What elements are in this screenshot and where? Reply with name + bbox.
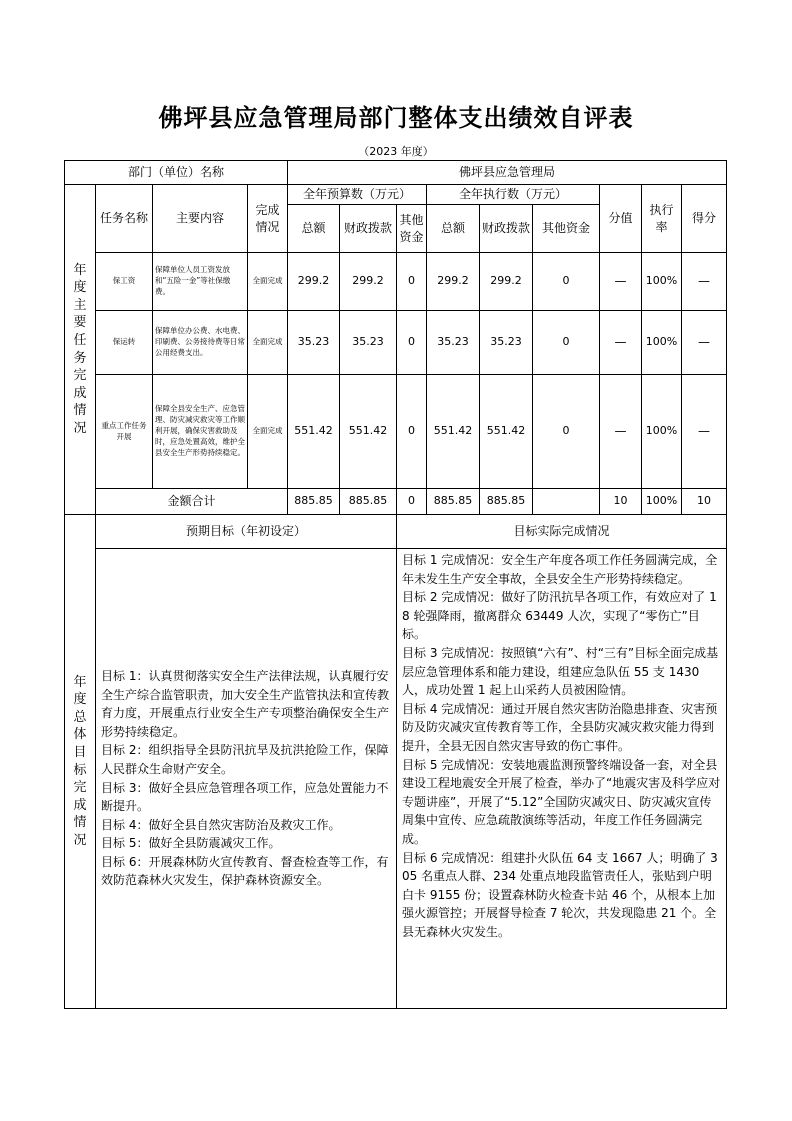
sum-row: [65, 489, 727, 515]
side-char: 任: [73, 332, 87, 348]
col-score: 得分: [682, 185, 727, 253]
result-item: 目标 1 完成情况：安全生产年度各项工作任务圆满完成，全年未发生生产安全事故，全县安全生产形势持续稳定。: [402, 553, 718, 586]
score: —: [682, 311, 727, 375]
score-value: —: [600, 311, 642, 375]
sum-budget-fiscal: 885.85: [340, 489, 397, 515]
side-char: 年: [73, 674, 87, 690]
side-char: 况: [73, 832, 87, 848]
side-char: 完: [73, 368, 87, 384]
col-exec-total: 总额: [427, 205, 480, 253]
result-item: 目标 5 完成情况：安装地震监测预警终端设备一套，对全县建设工程地震安全开展了检查，举办了“地震灾害及科学应对专题讲座”，开展了“5.12”全国防灾减灾日、防灾减灾宣传周集中宣传、应急疏散演练等活动，年度工作任务圆满完成。: [402, 757, 721, 846]
score: —: [682, 375, 727, 489]
budget-other: 0: [397, 375, 427, 489]
side-char: 情: [73, 815, 87, 831]
side-char: 体: [73, 727, 87, 743]
goal-item: 目标 6：开展森林防火宣传教育、督查检查等工作，有效防范森林火灾发生，保护森林资源安全。: [101, 854, 389, 888]
col-executed: 全年执行数（万元）: [427, 185, 600, 205]
side-char: 情: [73, 403, 87, 419]
side-label-goals: [65, 515, 96, 1009]
budget-fiscal: 299.2: [340, 253, 397, 311]
budget-other: 0: [397, 253, 427, 311]
sum-budget-other: 0: [397, 489, 427, 515]
table-row: [65, 375, 727, 489]
table-row: [65, 311, 727, 375]
exec-fiscal: 551.42: [480, 375, 533, 489]
task-status: 全面完成: [248, 311, 288, 375]
col-task-name: 任务名称: [96, 185, 153, 253]
score-value: —: [600, 375, 642, 489]
score-value: —: [600, 253, 642, 311]
exec-rate: 100%: [642, 375, 682, 489]
goal-item: 目标 5：做好全县防震减灾工作。: [101, 836, 281, 851]
sum-exec-rate: 100%: [642, 489, 682, 515]
col-budget: 全年预算数（万元）: [288, 185, 427, 205]
sum-exec-total: 885.85: [427, 489, 480, 515]
col-budget-fiscal: 财政拨款: [340, 205, 397, 253]
exec-rate: 100%: [642, 253, 682, 311]
sum-score-value: 10: [600, 489, 642, 515]
side-char: 总: [73, 709, 87, 725]
exec-fiscal: 35.23: [480, 311, 533, 375]
task-status: 全面完成: [248, 253, 288, 311]
budget-total: 299.2: [288, 253, 340, 311]
result-item: 目标 4 完成情况：通过开展自然灾害防治隐患排查、灾害预防及防灾减灾宣传教育等工作，全县防灾减灾救灾能力得到提升，全县无因自然灾害导致的伤亡事件。: [402, 701, 718, 753]
goal-item: 目标 3：做好全县应急管理各项工作，应急处置能力不断提升。: [101, 780, 389, 814]
goals-header: 预期目标（年初设定）: [96, 515, 397, 549]
task-name: 保工资: [96, 253, 153, 311]
side-char: 要: [73, 315, 87, 331]
exec-total: 551.42: [427, 375, 480, 489]
exec-fiscal: 299.2: [480, 253, 533, 311]
side-char: 度: [73, 280, 87, 296]
col-exec-rate: 执行率: [642, 185, 682, 253]
sum-label: 金额合计: [96, 489, 288, 515]
side-char: 主: [73, 297, 87, 313]
dept-value: 佛坪县应急管理局: [288, 161, 727, 185]
budget-fiscal: 551.42: [340, 375, 397, 489]
col-budget-other: 其他资金: [397, 205, 427, 253]
exec-rate: 100%: [642, 311, 682, 375]
task-content: 保障单位办公费、水电费、印刷费、公务接待费等日常公用经费支出。: [153, 311, 248, 375]
side-char: 完: [73, 780, 87, 796]
side-char: 成: [73, 797, 87, 813]
goals-cell: [96, 549, 397, 1009]
side-char: 度: [73, 692, 87, 708]
result-item: 目标 6 完成情况：组建扑火队伍 64 支 1667 人；明确了 305 名重点人群、234 处重点地段监管责任人，张贴到户明白卡 9155 份；设置森林防火检查卡站 46 个，从根本上加强火源管控；开展督导检查 7 轮次，共发现隐患 21 个。全县无森林火灾发生。: [402, 850, 718, 939]
sum-exec-fiscal: 885.85: [480, 489, 533, 515]
results-cell: [397, 549, 727, 1009]
goal-item: 目标 4：做好全县自然灾害防治及救灾工作。: [101, 817, 341, 832]
task-name: 保运转: [96, 311, 153, 375]
task-status: 全面完成: [248, 375, 288, 489]
dept-label: 部门（单位）名称: [65, 161, 288, 185]
col-exec-other: 其他资金: [533, 205, 600, 253]
budget-total: 35.23: [288, 311, 340, 375]
goal-item: 目标 1：认真贯彻落实安全生产法律法规，认真履行安全生产综合监管职责，加大安全生产监管执法和宣传教育力度，开展重点行业安全生产专项整治确保安全生产形势持续稳定。: [101, 668, 390, 739]
budget-other: 0: [397, 311, 427, 375]
table-row: [65, 253, 727, 311]
side-char: 标: [73, 762, 87, 778]
task-name: 重点工作任务开展: [96, 375, 153, 489]
sum-budget-total: 885.85: [288, 489, 340, 515]
sum-exec-other: [533, 489, 600, 515]
side-char: 目: [73, 744, 87, 760]
side-char: 务: [73, 350, 87, 366]
exec-total: 299.2: [427, 253, 480, 311]
exec-other: 0: [533, 375, 600, 489]
col-exec-fiscal: 财政拨款: [480, 205, 533, 253]
col-main-content: 主要内容: [153, 185, 248, 253]
exec-other: 0: [533, 311, 600, 375]
results-header: 目标实际完成情况: [397, 515, 727, 549]
performance-table: [64, 160, 727, 1009]
col-score-value: 分值: [600, 185, 642, 253]
budget-fiscal: 35.23: [340, 311, 397, 375]
page-title: 佛坪县应急管理局部门整体支出绩效自评表: [158, 104, 634, 132]
side-label-tasks: [65, 185, 96, 515]
result-item: 目标 2 完成情况：做好了防汛抗旱各项工作，有效应对了 18 轮强降雨，撤离群众 63449 人次，实现了“零伤亡”目标。: [402, 590, 717, 642]
side-char: 成: [73, 385, 87, 401]
report-year: （2023 年度）: [358, 145, 434, 158]
side-char: 年: [73, 262, 87, 278]
task-content: 保障全县安全生产、应急管理、防灾减灾救灾等工作顺利开展，确保灾害救助及时，应急处置高效，维护全县安全生产形势持续稳定。: [153, 375, 248, 489]
task-content: 保障单位人员工资发放和“五险一金”等社保缴费。: [153, 253, 248, 311]
sum-score: 10: [682, 489, 727, 515]
result-item: 目标 3 完成情况：按照镇“六有”、村“三有”目标全面完成基层应急管理体系和能力建设，组建应急队伍 55 支 1430 人，成功处置 1 起上山采药人员被困险情。: [402, 645, 719, 698]
side-char: 况: [73, 420, 87, 436]
col-budget-total: 总额: [288, 205, 340, 253]
exec-total: 35.23: [427, 311, 480, 375]
exec-other: 0: [533, 253, 600, 311]
col-completion: 完成情况: [248, 185, 288, 253]
score: —: [682, 253, 727, 311]
goal-item: 目标 2：组织指导全县防汛抗旱及抗洪抢险工作，保障人民群众生命财产安全。: [101, 743, 389, 776]
budget-total: 551.42: [288, 375, 340, 489]
